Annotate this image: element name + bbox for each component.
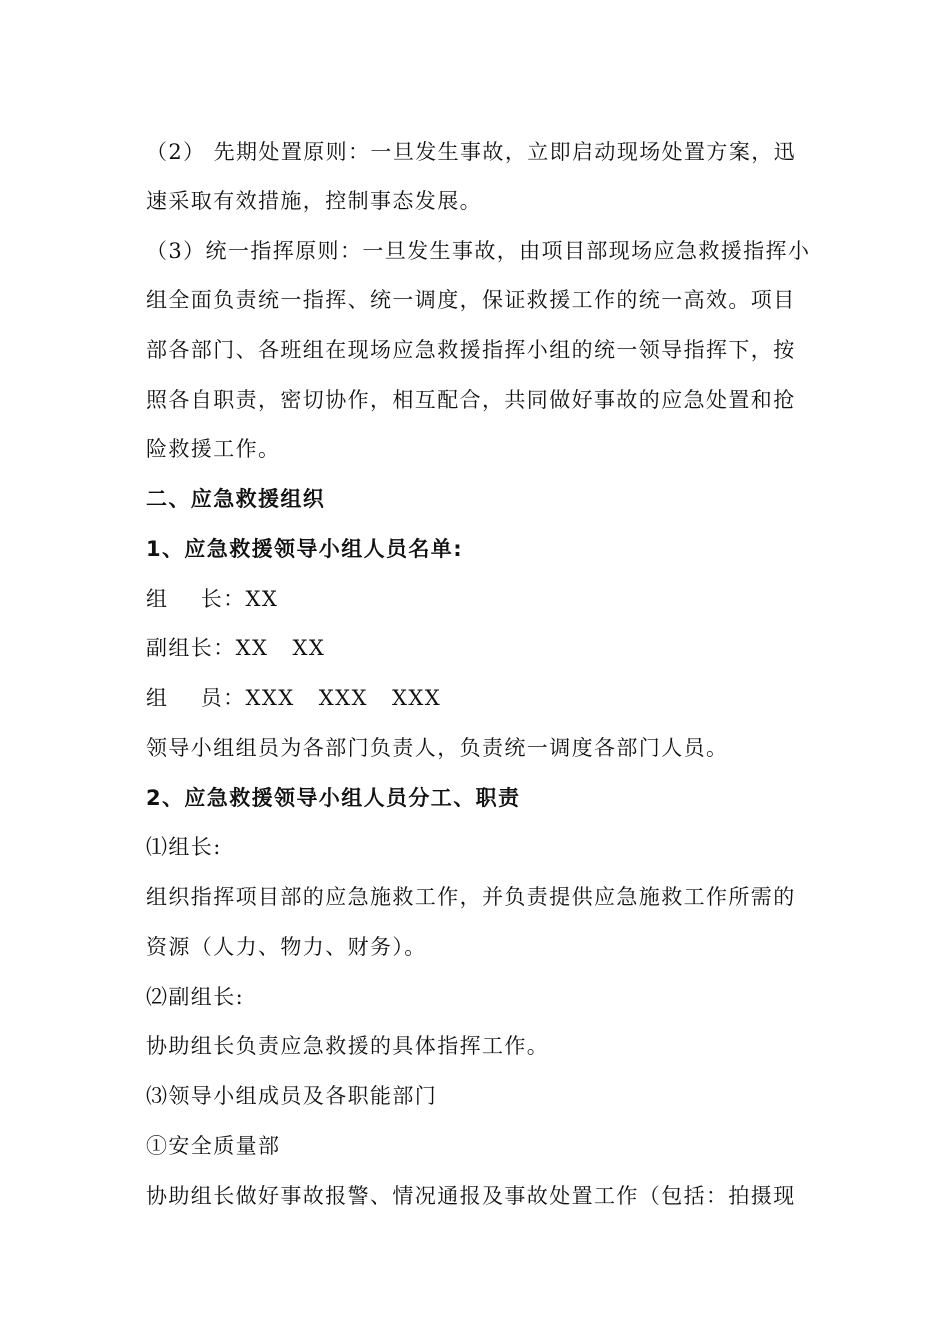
item-heading: ⑶领导小组成员及各职能部门 (146, 1084, 438, 1108)
paragraph-line: 部各部门、各班组在现场应急救援指挥小组的统一领导指挥下，按 (146, 338, 796, 362)
paragraph-line: 速采取有效措施，控制事态发展。 (146, 189, 482, 213)
paragraph-line: （2） 先期处置原则：一旦发生事故，立即启动现场处置方案，迅 (146, 140, 797, 164)
paragraph-line: 组全面负责统一指挥、统一调度，保证救援工作的统一高效。项目 (146, 288, 796, 312)
item-heading: ①安全质量部 (146, 1134, 281, 1158)
member-line: 组 员：XXX XXX XXX (146, 686, 442, 710)
member-line: 组 长：XX (146, 587, 279, 611)
item-heading: ⑵副组长: (146, 985, 245, 1009)
paragraph-line: 组织指挥项目部的应急施救工作，并负责提供应急施救工作所需的 (146, 885, 796, 909)
paragraph-line: 资源（人力、物力、财务）。 (146, 935, 427, 959)
subsection-heading: 2、应急救援领导小组人员分工、职责 (146, 786, 521, 810)
paragraph-line: （3）统一指挥原则：一旦发生事故，由项目部现场应急救援指挥小 (146, 239, 811, 263)
section-heading: 二、应急救援组织 (146, 487, 326, 511)
subsection-heading: 1、应急救援领导小组人员名单: (146, 537, 464, 561)
member-line: 副组长：XX XX (146, 636, 326, 660)
paragraph-line: 领导小组组员为各部门负责人，负责统一调度各部门人员。 (146, 736, 729, 760)
paragraph-line: 协助组长做好事故报警、情况通报及事故处置工作（包括：拍摄现 (146, 1184, 796, 1208)
item-heading: ⑴组长: (146, 835, 222, 859)
paragraph-line: 照各自职责，密切协作，相互配合，共同做好事故的应急处置和抢 (146, 388, 796, 412)
paragraph-line: 险救援工作。 (146, 437, 281, 461)
paragraph-line: 协助组长负责应急救援的具体指挥工作。 (146, 1034, 550, 1058)
